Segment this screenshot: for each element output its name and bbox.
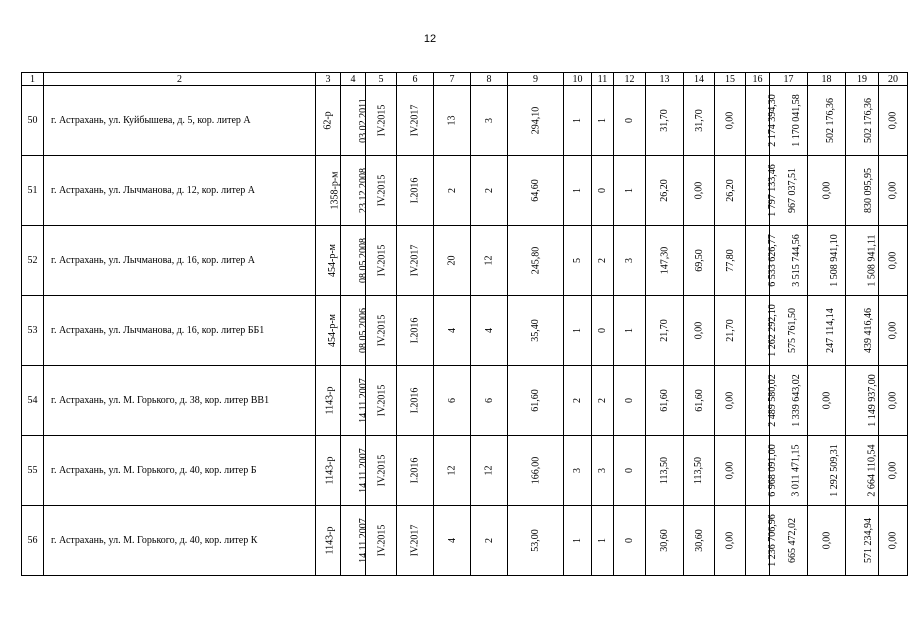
table-cell bbox=[366, 156, 397, 226]
table-cell bbox=[564, 436, 592, 506]
col-header: 4 bbox=[341, 73, 366, 86]
table-cell bbox=[341, 436, 369, 506]
cell-value: 0,00 bbox=[887, 181, 899, 200]
table-cell bbox=[316, 86, 341, 156]
table-cell bbox=[684, 86, 715, 156]
address-cell: г. Астрахань, ул. Лычманова, д. 12, кор. литер А bbox=[44, 156, 316, 226]
cell-value: 2 174 394,30 bbox=[766, 94, 778, 147]
cell-value: 0,00 bbox=[821, 181, 832, 200]
cell-value: 1143-р bbox=[324, 456, 336, 485]
table-cell bbox=[592, 506, 614, 576]
cell-value: 0,00 bbox=[693, 321, 705, 340]
cell-value: 1358-р-м bbox=[329, 171, 341, 210]
cell-value: 0,00 bbox=[693, 181, 705, 200]
cell-value: 14.11.2007 bbox=[357, 378, 369, 423]
cell-value: 665 472,02 bbox=[787, 518, 798, 563]
cell-value: IV.2015 bbox=[376, 244, 388, 277]
cell-value: 3 bbox=[597, 468, 608, 473]
cell-value: 1 bbox=[597, 538, 608, 543]
col-header: 18 bbox=[808, 73, 846, 86]
table-cell bbox=[614, 436, 646, 506]
table-cell bbox=[879, 156, 908, 226]
cell-value: 1 149 937,00 bbox=[866, 374, 878, 427]
cell-value: 0,00 bbox=[887, 461, 899, 480]
table-cell bbox=[471, 366, 508, 436]
row-number-cell: 55 bbox=[22, 436, 44, 506]
table-cell bbox=[879, 506, 908, 576]
cell-value: IV.2015 bbox=[376, 384, 388, 417]
table-cell bbox=[592, 226, 614, 296]
table-cell bbox=[434, 296, 471, 366]
cell-value: 247 114,14 bbox=[824, 308, 836, 353]
table-cell bbox=[746, 86, 778, 156]
cell-value: 0,00 bbox=[724, 391, 736, 410]
table-cell bbox=[397, 436, 434, 506]
table-cell bbox=[397, 296, 434, 366]
cell-value: 61,60 bbox=[693, 389, 705, 412]
cell-value: 6 968 091,00 bbox=[766, 444, 778, 497]
table-cell bbox=[397, 366, 434, 436]
cell-value: 1 170 041,58 bbox=[790, 94, 802, 147]
cell-value: 0,00 bbox=[724, 461, 736, 480]
col-header: 19 bbox=[846, 73, 879, 86]
table-cell bbox=[614, 366, 646, 436]
table-cell bbox=[434, 156, 471, 226]
address-cell: г. Астрахань, ул. Лычманова, д. 16, кор. литер А bbox=[44, 226, 316, 296]
table-cell bbox=[592, 436, 614, 506]
cell-value: 502 176,36 bbox=[863, 98, 874, 143]
table-cell bbox=[746, 506, 778, 576]
cell-value: I.2016 bbox=[409, 457, 421, 484]
cell-value: IV.2015 bbox=[376, 104, 388, 137]
table-cell bbox=[366, 366, 397, 436]
col-header: 10 bbox=[564, 73, 592, 86]
cell-value: 2 bbox=[572, 398, 583, 403]
table-cell bbox=[808, 436, 846, 506]
cell-value: 2 bbox=[483, 538, 495, 543]
cell-value: 26,20 bbox=[659, 179, 670, 202]
table-cell bbox=[846, 296, 879, 366]
table-cell bbox=[808, 366, 846, 436]
table-row bbox=[22, 506, 908, 576]
cell-value: 1 262 292,10 bbox=[766, 304, 778, 357]
table-cell bbox=[434, 506, 471, 576]
cell-value: 5 bbox=[572, 258, 583, 263]
table-cell bbox=[746, 296, 778, 366]
row-number-cell: 52 bbox=[22, 226, 44, 296]
cell-value: I.2016 bbox=[409, 387, 421, 414]
cell-value: 113,50 bbox=[693, 456, 705, 485]
table-cell bbox=[614, 506, 646, 576]
col-header: 3 bbox=[316, 73, 341, 86]
table-cell bbox=[341, 296, 369, 366]
cell-value: 62-р bbox=[322, 111, 334, 130]
registry-table bbox=[21, 72, 908, 576]
table-cell bbox=[471, 296, 508, 366]
cell-value: 69,50 bbox=[693, 249, 705, 272]
cell-value: 0 bbox=[597, 188, 608, 193]
table-cell bbox=[614, 296, 646, 366]
cell-value: 571 234,94 bbox=[863, 518, 874, 563]
cell-value: 6 bbox=[446, 398, 458, 403]
cell-value: 21,70 bbox=[659, 319, 670, 342]
cell-value: 0 bbox=[624, 398, 635, 403]
cell-value: 35,40 bbox=[530, 319, 541, 342]
cell-value: IV.2017 bbox=[409, 524, 421, 557]
col-header: 7 bbox=[434, 73, 471, 86]
table-cell bbox=[684, 156, 715, 226]
table-cell bbox=[879, 366, 908, 436]
table-cell bbox=[715, 226, 746, 296]
table-cell bbox=[846, 436, 879, 506]
table-cell bbox=[614, 226, 646, 296]
address-cell: г. Астрахань, ул. М. Горького, д. 38, кор. литер ВВ1 bbox=[44, 366, 316, 436]
cell-value: 6 bbox=[483, 398, 495, 403]
col-header: 1 bbox=[22, 73, 44, 86]
cell-value: 1143-р bbox=[324, 386, 336, 415]
table-cell bbox=[316, 296, 341, 366]
cell-value: 0,00 bbox=[821, 391, 832, 410]
cell-value: 575 761,50 bbox=[787, 308, 798, 353]
table-cell bbox=[366, 506, 397, 576]
table-cell bbox=[508, 226, 564, 296]
cell-value: 4 bbox=[446, 328, 458, 333]
table-cell bbox=[508, 86, 564, 156]
table-cell bbox=[808, 226, 846, 296]
header-row bbox=[22, 73, 908, 86]
table-cell bbox=[564, 156, 592, 226]
cell-value: 12 bbox=[446, 465, 458, 476]
table-cell bbox=[564, 296, 592, 366]
cell-value: 77,80 bbox=[724, 249, 736, 272]
table-row bbox=[22, 226, 908, 296]
cell-value: 454-р-м bbox=[327, 314, 338, 347]
cell-value: 61,60 bbox=[659, 389, 670, 412]
table-cell bbox=[646, 226, 684, 296]
cell-value: 1 bbox=[572, 328, 583, 333]
cell-value: 502 176,36 bbox=[825, 98, 836, 143]
table-cell bbox=[471, 436, 508, 506]
cell-value: 64,60 bbox=[530, 179, 541, 202]
table-row bbox=[22, 296, 908, 366]
cell-value: 1 bbox=[572, 538, 583, 543]
table-cell bbox=[434, 86, 471, 156]
row-number-cell: 54 bbox=[22, 366, 44, 436]
cell-value: 4 bbox=[446, 538, 458, 543]
table-cell bbox=[366, 86, 397, 156]
table-cell bbox=[646, 156, 684, 226]
col-header: 16 bbox=[746, 73, 770, 86]
table-row bbox=[22, 436, 908, 506]
table-cell bbox=[471, 156, 508, 226]
col-header: 12 bbox=[614, 73, 646, 86]
cell-value: 1 292 509,31 bbox=[828, 444, 840, 497]
table-cell bbox=[434, 436, 471, 506]
table-cell bbox=[684, 506, 715, 576]
cell-value: 03.02.2011 bbox=[357, 98, 369, 143]
table-cell bbox=[397, 86, 434, 156]
table-cell bbox=[592, 86, 614, 156]
table-cell bbox=[366, 296, 397, 366]
cell-value: 4 bbox=[483, 328, 495, 333]
cell-value: 13 bbox=[446, 115, 458, 126]
cell-value: 1 bbox=[572, 188, 583, 193]
table-cell bbox=[808, 86, 846, 156]
cell-value: 3 011 471,15 bbox=[790, 444, 802, 497]
cell-value: 1 797 133,46 bbox=[766, 164, 778, 217]
table-cell bbox=[879, 86, 908, 156]
cell-value: 26,20 bbox=[724, 179, 736, 202]
cell-value: 0,00 bbox=[724, 531, 736, 550]
cell-value: 0,00 bbox=[887, 111, 899, 130]
table-cell bbox=[715, 436, 746, 506]
table-cell bbox=[397, 226, 434, 296]
cell-value: 0 bbox=[624, 118, 635, 123]
cell-value: IV.2015 bbox=[376, 314, 388, 347]
table-cell bbox=[715, 366, 746, 436]
cell-value: 2 bbox=[597, 398, 608, 403]
table-cell bbox=[646, 86, 684, 156]
cell-value: IV.2017 bbox=[409, 104, 421, 137]
cell-value: 1143-р bbox=[324, 526, 336, 555]
table-cell bbox=[592, 156, 614, 226]
table-cell bbox=[846, 506, 879, 576]
table-cell bbox=[614, 156, 646, 226]
table-cell bbox=[684, 366, 715, 436]
table-cell bbox=[341, 366, 369, 436]
table-cell bbox=[471, 226, 508, 296]
table-cell bbox=[564, 226, 592, 296]
cell-value: 61,60 bbox=[530, 389, 541, 412]
cell-value: 6 533 626,77 bbox=[766, 234, 778, 287]
table-cell bbox=[564, 366, 592, 436]
cell-value: 245,80 bbox=[530, 246, 541, 275]
cell-value: 20 bbox=[446, 255, 458, 266]
table-row bbox=[22, 156, 908, 226]
cell-value: 0,00 bbox=[887, 531, 899, 550]
table-cell bbox=[592, 366, 614, 436]
cell-value: 166,00 bbox=[530, 456, 541, 485]
table-cell bbox=[746, 436, 778, 506]
table-cell bbox=[684, 436, 715, 506]
col-header: 2 bbox=[44, 73, 316, 86]
cell-value: 2 664 110,54 bbox=[866, 444, 878, 497]
table-cell bbox=[316, 156, 341, 226]
cell-value: 0 bbox=[597, 328, 608, 333]
col-header: 11 bbox=[592, 73, 614, 86]
address-cell: г. Астрахань, ул. М. Горького, д. 40, кор. литер К bbox=[44, 506, 316, 576]
col-header: 5 bbox=[366, 73, 397, 86]
table-cell bbox=[715, 296, 746, 366]
cell-value: IV.2015 bbox=[376, 454, 388, 487]
table-cell bbox=[397, 156, 434, 226]
table-cell bbox=[471, 86, 508, 156]
cell-value: 12 bbox=[483, 465, 495, 476]
table-cell bbox=[646, 296, 684, 366]
table-cell bbox=[808, 506, 846, 576]
table-cell bbox=[715, 506, 746, 576]
cell-value: 53,00 bbox=[530, 529, 541, 552]
cell-value: 31,70 bbox=[659, 109, 670, 132]
col-header: 20 bbox=[879, 73, 908, 86]
table-cell bbox=[366, 226, 397, 296]
table-cell bbox=[614, 86, 646, 156]
table-cell bbox=[646, 436, 684, 506]
table-row bbox=[22, 366, 908, 436]
table-cell bbox=[508, 366, 564, 436]
table-cell bbox=[564, 86, 592, 156]
cell-value: 1 236 706,96 bbox=[766, 514, 778, 567]
table-cell bbox=[316, 436, 341, 506]
table-cell bbox=[715, 86, 746, 156]
row-number-cell: 53 bbox=[22, 296, 44, 366]
cell-value: 3 bbox=[483, 118, 495, 123]
cell-value: 14.11.2007 bbox=[357, 518, 369, 563]
row-number-cell: 56 bbox=[22, 506, 44, 576]
table-cell bbox=[646, 506, 684, 576]
cell-value: 0,00 bbox=[887, 251, 899, 270]
cell-value: 2 bbox=[597, 258, 608, 263]
cell-value: 31,70 bbox=[693, 109, 705, 132]
cell-value: 1 bbox=[624, 328, 635, 333]
cell-value: 294,10 bbox=[530, 106, 541, 135]
cell-value: 1 339 643,02 bbox=[790, 374, 802, 427]
col-header: 14 bbox=[684, 73, 715, 86]
cell-value: 1 508 941,11 bbox=[866, 234, 878, 287]
col-header: 17 bbox=[770, 73, 808, 86]
table-cell bbox=[746, 366, 778, 436]
cell-value: 0 bbox=[624, 538, 635, 543]
cell-value: I.2016 bbox=[409, 177, 421, 204]
table-cell bbox=[366, 436, 397, 506]
address-cell: г. Астрахань, ул. Куйбышева, д. 5, кор. литер А bbox=[44, 86, 316, 156]
cell-value: IV.2015 bbox=[376, 524, 388, 557]
cell-value: 21,70 bbox=[724, 319, 736, 342]
table-cell bbox=[316, 226, 341, 296]
cell-value: 2 489 580,02 bbox=[766, 374, 778, 427]
cell-value: 0,00 bbox=[821, 531, 832, 550]
cell-value: 12 bbox=[483, 255, 495, 266]
row-number-cell: 50 bbox=[22, 86, 44, 156]
table-cell bbox=[508, 436, 564, 506]
table-cell bbox=[316, 366, 341, 436]
cell-value: 0,00 bbox=[887, 391, 899, 410]
cell-value: 147,30 bbox=[659, 246, 670, 275]
cell-value: 30,60 bbox=[693, 529, 705, 552]
table-cell bbox=[341, 156, 369, 226]
table-cell bbox=[564, 506, 592, 576]
cell-value: 0,00 bbox=[724, 111, 736, 130]
table-cell bbox=[746, 226, 778, 296]
table-cell bbox=[808, 156, 846, 226]
table-cell bbox=[879, 226, 908, 296]
cell-value: 0,00 bbox=[887, 321, 899, 340]
cell-value: 2 bbox=[446, 188, 458, 193]
table-cell bbox=[341, 506, 369, 576]
table-cell bbox=[341, 86, 369, 156]
cell-value: 1 508 941,10 bbox=[828, 234, 840, 287]
cell-value: 830 095,95 bbox=[863, 168, 874, 213]
cell-value: 3 515 744,56 bbox=[790, 234, 802, 287]
table-cell bbox=[846, 86, 879, 156]
table-cell bbox=[846, 366, 879, 436]
table-row bbox=[22, 86, 908, 156]
table-cell bbox=[684, 226, 715, 296]
col-header: 8 bbox=[471, 73, 508, 86]
table-cell bbox=[746, 156, 778, 226]
cell-value: IV.2015 bbox=[376, 174, 388, 207]
col-header: 9 bbox=[508, 73, 564, 86]
table-cell bbox=[508, 506, 564, 576]
table-cell bbox=[471, 506, 508, 576]
cell-value: 439 416,46 bbox=[863, 308, 874, 353]
table-cell bbox=[508, 156, 564, 226]
cell-value: 454-р-м bbox=[327, 244, 338, 277]
cell-value: 967 037,51 bbox=[787, 168, 798, 213]
cell-value: 08.05.2006 bbox=[358, 308, 369, 353]
table-cell bbox=[397, 506, 434, 576]
cell-value: 1 bbox=[572, 118, 583, 123]
cell-value: 3 bbox=[624, 258, 635, 263]
table-cell bbox=[508, 296, 564, 366]
table-cell bbox=[646, 366, 684, 436]
table-cell bbox=[846, 226, 879, 296]
table-cell bbox=[316, 506, 341, 576]
table-cell bbox=[434, 226, 471, 296]
col-header: 15 bbox=[715, 73, 746, 86]
table-cell bbox=[879, 296, 908, 366]
cell-value: 0 bbox=[624, 468, 635, 473]
table-cell bbox=[808, 296, 846, 366]
table-cell bbox=[592, 296, 614, 366]
cell-value: 23.12.2008 bbox=[358, 168, 369, 213]
table-cell bbox=[434, 366, 471, 436]
cell-value: 30,60 bbox=[659, 529, 670, 552]
address-cell: г. Астрахань, ул. М. Горького, д. 40, кор. литер Б bbox=[44, 436, 316, 506]
cell-value: 08.05.2008 bbox=[358, 238, 369, 283]
cell-value: IV.2017 bbox=[409, 244, 421, 277]
cell-value: I.2016 bbox=[409, 317, 421, 344]
cell-value: 3 bbox=[572, 468, 583, 473]
table-cell bbox=[715, 156, 746, 226]
cell-value: 14.11.2007 bbox=[357, 448, 369, 493]
row-number-cell: 51 bbox=[22, 156, 44, 226]
cell-value: 1 bbox=[597, 118, 608, 123]
cell-value: 113,50 bbox=[658, 456, 670, 485]
cell-value: 2 bbox=[483, 188, 495, 193]
page-number: 12 bbox=[423, 33, 437, 45]
address-cell: г. Астрахань, ул. Лычманова, д. 16, кор. литер ББ1 bbox=[44, 296, 316, 366]
col-header: 13 bbox=[646, 73, 684, 86]
cell-value: 1 bbox=[624, 188, 635, 193]
col-header: 6 bbox=[397, 73, 434, 86]
table-cell bbox=[341, 226, 369, 296]
table-cell bbox=[684, 296, 715, 366]
table-cell bbox=[879, 436, 908, 506]
table-cell bbox=[846, 156, 879, 226]
